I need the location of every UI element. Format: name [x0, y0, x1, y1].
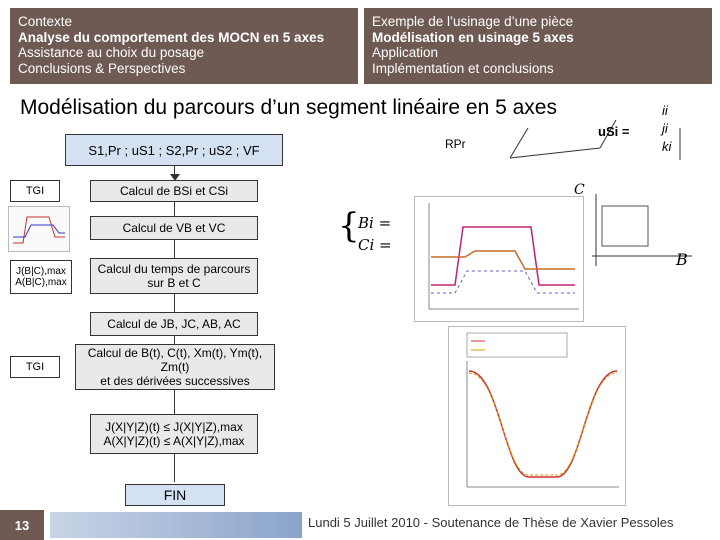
flow-input-box — [65, 134, 283, 166]
vector-us1-line — [510, 128, 528, 158]
vector-j-component: ji — [662, 121, 668, 136]
flow-end-box — [125, 484, 225, 506]
velocity-plot-panel — [448, 326, 626, 506]
footer-text: Lundi 5 Juillet 2010 - Soutenance de Thèse de Xavier Pessoles — [308, 515, 674, 530]
equation-c: Ci = — [358, 236, 392, 254]
flow-connector — [174, 390, 175, 414]
thumbnail-plot-1-svg — [9, 207, 69, 251]
flow-step3-label: Calcul du temps de parcours sur B et C — [97, 262, 251, 290]
flow-step-trajectory — [75, 344, 275, 390]
vector-components — [662, 102, 671, 156]
tgi-label-2: TGI — [25, 361, 45, 373]
header-left-line2: Analyse du comportement des MOCN en 5 axes — [18, 29, 325, 45]
flow-check-label-a: J(X|Y|Z)(t) ≤ J(X|Y|Z),max — [105, 420, 243, 434]
flow-step5-label-a: Calcul de B(t), C(t), Xm(t), Ym(t), Zm(t) — [87, 346, 263, 374]
velocity-curve — [469, 371, 617, 477]
limits-box — [10, 260, 72, 294]
header-left-line1: Contexte — [18, 14, 73, 29]
header-right-panel — [364, 8, 712, 84]
c-curve — [431, 251, 575, 269]
header-left-line3: Assistance au choix du posage — [18, 45, 205, 60]
flow-step-time — [90, 258, 258, 294]
flow-check-label-b: A(X|Y|Z)(t) ≤ A(X|Y|Z),max — [103, 434, 245, 448]
aux-curve — [431, 271, 575, 293]
flow-check-limits — [90, 414, 258, 454]
page-number: 13 — [0, 510, 44, 540]
header-right-line2: Modélisation en usinage 5 axes — [372, 29, 574, 45]
limits-label: J(B|C),max A(B|C),max — [15, 266, 67, 288]
flow-step-vb-vc — [90, 216, 258, 240]
flow-step-jb-jc — [90, 312, 258, 336]
flow-step1-label: Calcul de BSi et CSi — [119, 184, 229, 198]
header-left-line4: Conclusions & Perspectives — [18, 60, 186, 76]
flow-connector — [174, 202, 175, 216]
segment-line — [510, 148, 600, 158]
b-curve — [431, 227, 575, 285]
thumb-curve-blue — [13, 225, 65, 237]
footer-decoration-bar — [50, 512, 302, 538]
bc-geometry-sketch — [582, 186, 710, 276]
velocity-plot-svg — [449, 327, 625, 505]
flow-step2-label: Calcul de VB et VC — [122, 221, 226, 235]
header-right-line4: Implémentation et conclusions — [372, 60, 554, 76]
axis-plot-panel — [414, 196, 584, 322]
header-right-line1: Exemple de l’usinage d’une pièce — [372, 14, 574, 29]
tgi-label-1: TGI — [25, 185, 45, 197]
equation-brace: { — [338, 206, 360, 246]
slide-title: Modélisation du parcours d’un segment linéaire en 5 axes — [20, 96, 557, 119]
velocity-legend-box — [467, 333, 567, 357]
vector-us-label: uSi = — [598, 124, 630, 139]
tgi-box-1 — [10, 180, 60, 202]
c-axis-label: C — [574, 182, 585, 198]
equation-system — [358, 212, 392, 256]
flow-connector — [174, 240, 175, 258]
axis-plot-svg — [415, 197, 583, 321]
flow-connector — [174, 454, 175, 482]
vector-i-component: ii — [662, 103, 668, 118]
flow-end-label: FIN — [163, 487, 187, 503]
flow-input-label: S1,Pr ; uS1 ; S2,Pr ; uS2 ; VF — [88, 142, 260, 158]
flow-step-bsi-csi — [90, 180, 258, 202]
velocity-curve-alt — [469, 373, 617, 475]
header-left-panel — [10, 8, 358, 84]
bc-region-rect — [602, 206, 648, 246]
tgi-box-2 — [10, 356, 60, 378]
header-right-line3: Application — [372, 45, 439, 60]
flow-connector — [174, 336, 175, 344]
flow-step4-label: Calcul de JB, JC, AB, AC — [107, 317, 241, 331]
b-axis-label: B — [676, 250, 688, 269]
vector-k-component: ki — [662, 139, 672, 154]
vector-diagram — [480, 108, 712, 178]
rpr-label: RPr — [445, 137, 466, 151]
flow-connector — [174, 294, 175, 312]
equation-b: Bi = — [358, 214, 392, 232]
thumbnail-plot-1 — [8, 206, 70, 252]
flow-step5-label-b: et des dérivées successives — [100, 374, 250, 388]
